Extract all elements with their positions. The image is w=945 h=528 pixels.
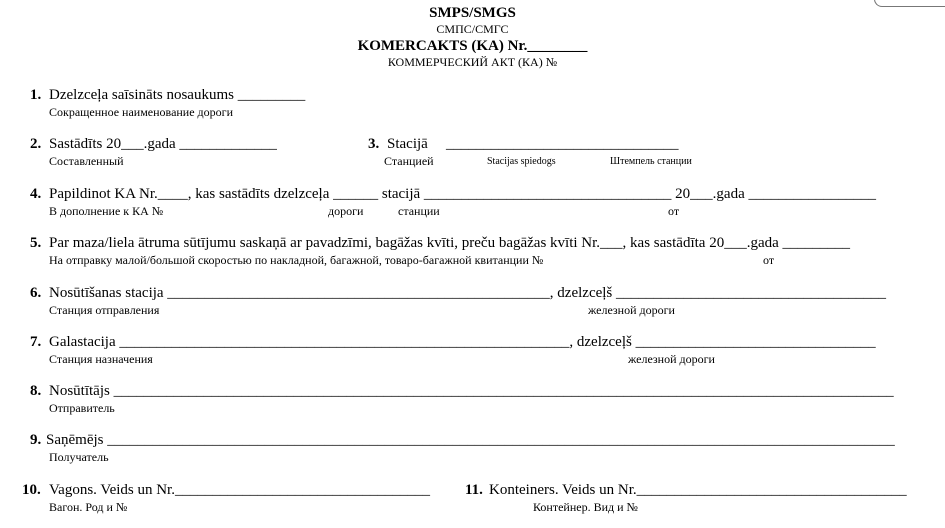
field-6-sub: Станция отправления [49,303,160,317]
field-4-number: 4. [30,186,42,202]
field-11-label: Konteiners. Veids un Nr.____________________________________ [489,482,907,498]
field-7-sub: Станция назначения [49,352,153,366]
field-8-number: 8. [30,383,42,399]
act-title-ru: КОММЕРЧЕСКИЙ АКТ (КА) № [387,55,558,69]
field-6-label: Nosūtīšanas stacija ___________________________________________________, dzelzceļš ____________________________________ [49,285,887,301]
field-7-sub-railway: железной дороги [628,352,715,366]
station-stamp-label-ru: Штемпель станции [610,156,692,167]
field-6-sub-railway: железной дороги [588,303,675,317]
field-9-label: Saņēmējs _________________________________________________________________________________________________________ [46,432,895,448]
field-8-sub: Отправитель [49,401,115,415]
form-title-ru: СМПС/СМГС [436,22,509,36]
field-2-number: 2. [30,136,42,152]
form-title: SMPS/SMGS [429,5,516,21]
field-3-sub: Станцией [384,154,434,168]
field-7-number: 7. [30,334,42,350]
field-1-number: 1. [30,87,42,103]
field-10-label: Vagons. Veids un Nr.__________________________________ [49,482,430,498]
field-3-number: 3. [368,136,380,152]
field-5-label: Par maza/liela ātruma sūtījumu saskaņā ar pavadzīmi, bagāžas kvīti, preču bagāžas kvīti Nr.___, kas sastādīta 20___.gada _________ [49,235,851,251]
field-5-sub: На отправку малой/большой скоростью по накладной, багажной, товаро-багажной квитанции № [49,253,544,267]
field-3-label: Stacijā [387,136,428,152]
field-1-label: Dzelzceļa saīsināts nosaukums _________ [49,87,306,103]
field-4-sub-date: от [668,204,680,218]
field-4-sub-road: дороги [328,204,364,218]
field-4-sub-station: станции [398,204,440,218]
field-10-sub: Вагон. Род и № [49,500,128,514]
field-7-label: Galastacija ____________________________________________________________, dzelzceļš ________________________________ [49,334,876,350]
field-11-sub: Контейнер. Вид и № [533,500,638,514]
station-stamp-label-lv: Stacijas spiedogs [487,156,556,167]
field-10-number: 10. [22,482,41,498]
field-8-label: Nosūtītājs ________________________________________________________________________________________________________ [49,383,894,399]
field-3-line: _______________________________ [446,136,679,152]
field-9-sub: Получатель [49,450,109,464]
field-4-sub-ka: В дополнение к КА № [49,204,164,218]
field-4-label: Papildinot KA Nr.____, kas sastādīts dzelzceļa ______ stacijā _________________________________ 20___.gada _________________ [49,186,876,202]
field-11-number: 11. [465,482,483,498]
field-2-sub: Составленный [49,154,124,168]
field-1-sub: Сокращенное наименование дороги [49,105,234,119]
field-2-label: Sastādīts 20___.gada _____________ [49,136,277,152]
field-5-number: 5. [30,235,42,251]
field-5-sub-date: от [763,253,775,267]
field-6-number: 6. [30,285,42,301]
field-9-number: 9. [30,432,42,448]
act-title: KOMERCAKTS (KA) Nr.________ [357,38,588,54]
